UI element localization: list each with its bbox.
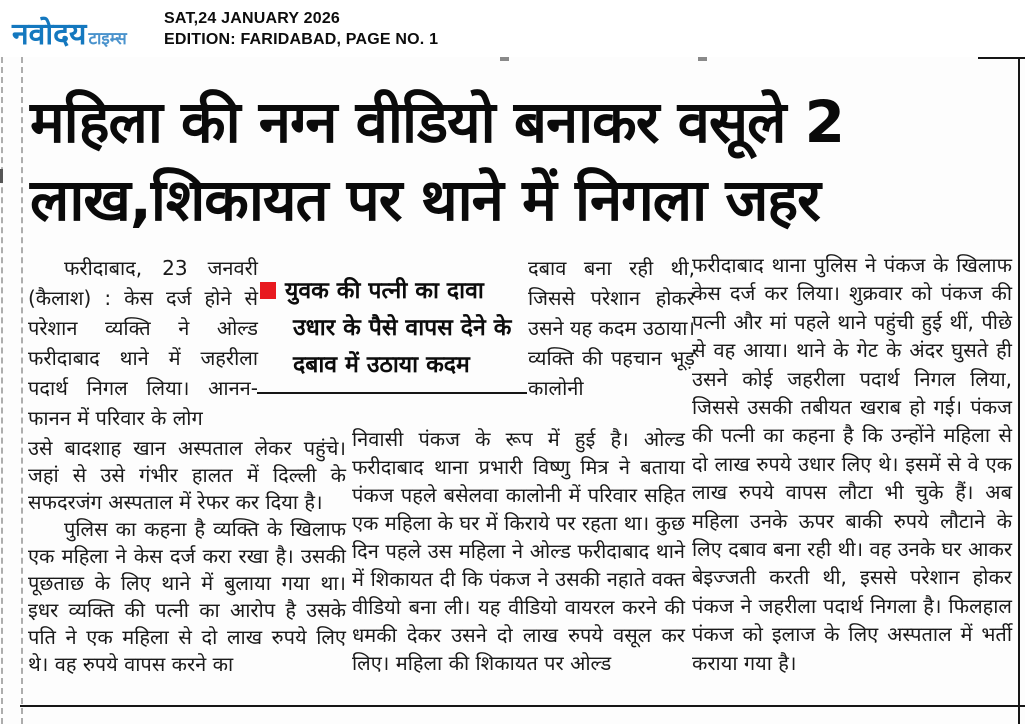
edition-dateline: [164, 8, 438, 50]
body-paragraph: फरीदाबाद थाना पुलिस ने पंकज के खिलाफ केस दर्ज कर लिया। शुक्रवार को पंकज की पत्नी और मां पहले थाने पहुंची हुई थीं, पीछे से वह आया। थाने के गेट के अंदर घुसते ही उसने कोई जहरीला पदार्थ निगल लिया, जिससे उसकी तबीयत खराब हो गई। पंकज की पत्नी का कहना है कि उन्होंने महिला से दो लाख रुपये उधार लिए थे। इसमें से वे एक लाख रुपये वापस लौटा भी चुके हैं। अब महिला उनके ऊपर बाकी रुपये लौटाने के लिए दबाव बना रही थी। वह उनके घर आकर बेइज्जती करती थी, इससे परेशान होकर पंकज ने जहरीला पदार्थ निगला है। फिलहाल पंकज को इलाज के लिए अस्पताल में भर्ती कराया गया है।: [692, 253, 1012, 675]
body-paragraph: पुलिस का कहना है व्यक्ति के खिलाफ एक महिला ने केस दर्ज करा रखा है। उसकी पूछताछ के लिए थाने में बुलाया गया था। इधर व्यक्ति की पत्नी का आरोप है उसके पति ने एक महिला से दो लाख रुपये लिए थे। वह रुपये वापस करने का: [28, 517, 346, 676]
column2-top-text: [528, 253, 695, 403]
subhead-line-1: युवक की पत्नी का दावा: [285, 278, 484, 304]
body-paragraph: दबाव बना रही थी, जिससे परेशान होकर उसने यह कदम उठाया। व्यक्ति की पहचान भूड़ कालोनी: [528, 256, 695, 400]
body-paragraph: निवासी पंकज के रूप में हुई है। ओल्ड फरीदाबाद थाना प्रभारी विष्णु मित्र ने बताया पंकज पहले बसेलवा कालोनी में परिवार सहित एक महिला के घर में किराये पर रहता था। कुछ दिन पहले उस महिला ने ओल्ड फरीदाबाद थाने में शिकायत दी कि पंकज ने उसकी नहाते वक्त वीडियो बना ली। यह वीडियो वायरल करने की धमकी देकर उसने दो लाख रुपये वसूल कर लिए। महिला की शिकायत पर ओल्ड: [352, 427, 685, 675]
right-edge-rule: [1018, 58, 1020, 724]
column2-bottom-text: [352, 425, 685, 677]
newspaper-logo: [12, 12, 127, 53]
headline-line-2: लाख,शिकायत पर थाने में निगला जहर: [30, 166, 820, 234]
subhead-line-2: उधार के पैसे वापस देने के: [293, 315, 512, 341]
masthead: [0, 0, 1025, 57]
column3-text: [692, 251, 1012, 677]
article-sheet: [0, 57, 1025, 724]
subhead-box: [257, 273, 527, 394]
edition-text: EDITION: FARIDABAD, PAGE NO. 1: [164, 31, 439, 48]
crop-artifact: [698, 57, 707, 61]
article-headline: [30, 83, 1012, 239]
red-square-bullet-icon: [260, 282, 276, 299]
headline-line-1: महिला की नग्न वीडियो बनाकर वसूले 2: [30, 88, 844, 156]
logo-sub-text: टाइम्स: [88, 29, 127, 49]
subhead-line-3: दबाव में उठाया कदम: [293, 352, 470, 378]
left-dashed-column-guide: [1, 57, 3, 724]
logo-main-text: नवोदय: [12, 17, 87, 52]
body-paragraph: फरीदाबाद, 23 जनवरी (कैलाश) : केस दर्ज होने से परेशान व्यक्ति ने ओल्ड फरीदाबाद थाने में जहरीला पदार्थ निगल लिया। आनन-फानन में परिवार के लोग: [28, 256, 258, 430]
column1-top-text: [28, 253, 258, 433]
date-text: SAT,24 JANUARY 2026: [164, 10, 341, 27]
bottom-rule: [20, 705, 1025, 707]
crop-artifact: [0, 169, 3, 183]
inner-dashed-column-guide: [21, 57, 23, 724]
body-paragraph: उसे बादशाह खान अस्पताल लेकर पहुंचे। जहां से उसे गंभीर हालत में दिल्ली के सफदरजंग अस्पताल में रेफर कर दिया है।: [28, 436, 346, 514]
column1-bottom-text: [28, 435, 346, 678]
crop-artifact: [500, 57, 509, 61]
